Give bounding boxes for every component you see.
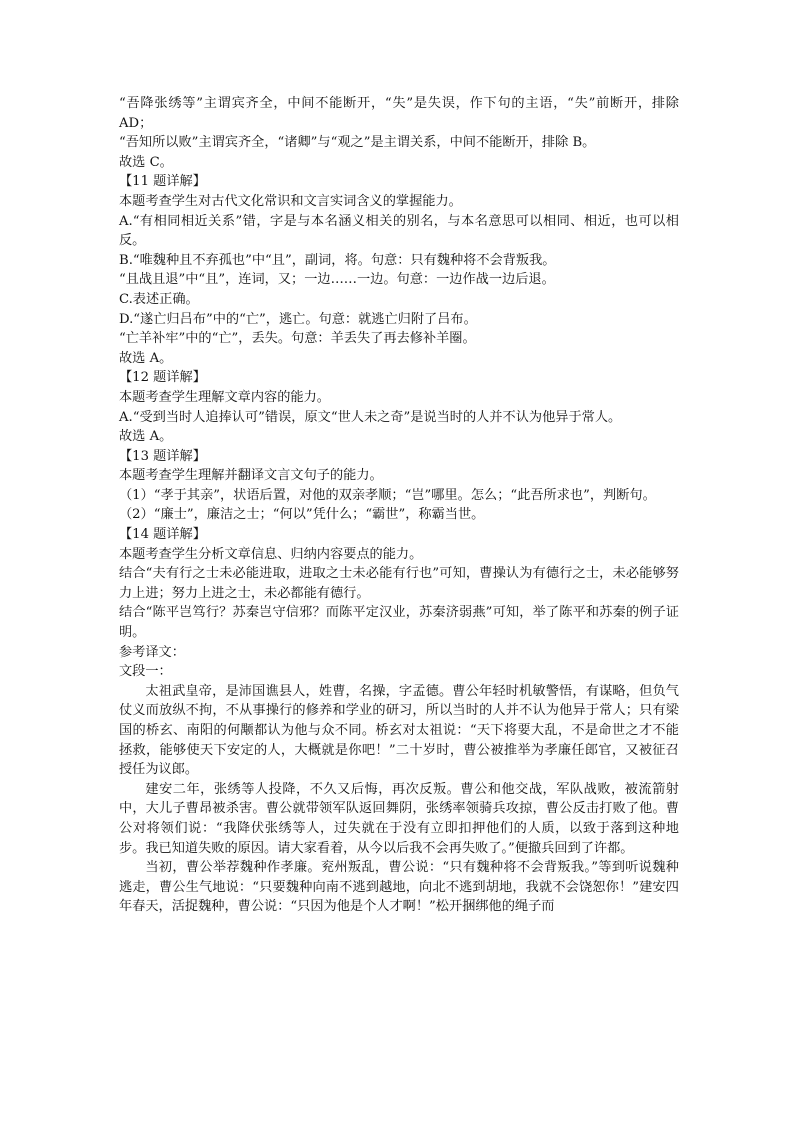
paragraph-1: “吾降张绣等”主谓宾齐全，中间不能断开，“失”是失误，作下句的主语，“失”前断开，排除 AD； bbox=[119, 96, 679, 131]
paragraph-20: （2）“廉士”，廉洁之士；“何以”凭什么；“霸世”，称霸当世。 bbox=[119, 507, 485, 523]
paragraph-16: 故选 A。 bbox=[119, 429, 173, 445]
paragraph-7: B.“唯魏种且不弃孤也”中“且”，副词，将。句意：只有魏种将不会背叛我。 bbox=[119, 252, 556, 268]
translation-heading: 参考译文： bbox=[119, 644, 185, 660]
paragraph-5: 本题考查学生对古代文化常识和文言实词含义的掌握能力。 bbox=[119, 193, 462, 209]
document-page bbox=[119, 94, 679, 917]
paragraph-24: 结合“陈平岂笃行？苏秦岂守信邪？而陈平定汉业，苏秦济弱燕”可知，举了陈平和苏秦的例子证明。 bbox=[119, 605, 679, 641]
paragraph-2: “吾知所以败”主谓宾齐全，“诸卿”与“观之”是主谓关系，中间不能断开，排除 B。 bbox=[119, 135, 596, 151]
paragraph-3: 故选 C。 bbox=[119, 154, 173, 170]
paragraph-6: A.“有相同相近关系”错，字是与本名涵义相关的别名，与本名意思可以相同、相近，也可以相反。 bbox=[119, 213, 679, 249]
passage-one-heading: 文段一： bbox=[119, 664, 172, 680]
paragraph-23: 结合“夫有行之士未必能进取，进取之士未必能有行也”可知，曹操认为有德行之士，未必能够努力上进；努力上进之士，未必都能有德行。 bbox=[119, 566, 679, 601]
section-heading-14: 【14 题详解】 bbox=[119, 527, 206, 543]
translation-paragraph-3: 当初，曹公举荐魏种作孝廉。兖州叛乱，曹公说：“只有魏种将不会背叛我。”等到听说魏种逃走，曹公生气地说：“只要魏种向南不逃到越地，向北不逃到胡地，我就不会饶恕你！”建安四年春天，活捉魏种，曹公说：“只因为他是个人才啊！”松开捆绑他的绳子而 bbox=[119, 860, 679, 915]
paragraph-11: “亡羊补牢”中的“亡”，丢失。句意：羊丢失了再去修补羊圈。 bbox=[119, 331, 476, 347]
paragraph-14: 本题考查学生理解文章内容的能力。 bbox=[119, 389, 330, 405]
paragraph-15: A.“受到当时人追捧认可”错误，原文“世人未之奇”是说当时的人并不认为他异于常人。 bbox=[119, 409, 622, 425]
section-heading-12: 【12 题详解】 bbox=[119, 370, 206, 386]
paragraph-19: （1）“孝于其亲”，状语后置，对他的双亲孝顺；“岂”哪里。怎么；“此吾所求也”，判断句。 bbox=[119, 487, 656, 503]
section-heading-11: 【11 题详解】 bbox=[119, 174, 206, 190]
section-heading-13: 【13 题详解】 bbox=[119, 448, 206, 464]
paragraph-8: “且战且退”中“且”，连词，又；一边……一边。句意：一边作战一边后退。 bbox=[119, 272, 555, 288]
translation-paragraph-1: 太祖武皇帝，是沛国谯县人，姓曹，名操，字孟德。曹公年轻时机敏警悟，有谋略，但负气仗义而放纵不拘，不从事操行的修养和学业的研习，所以当时的人并不认为他异于常人；只有梁国的桥玄、南阳的何颙都认为他与众不同。桥玄对太祖说：“天下将要大乱，不是命世之才不能拯救，能够使天下安定的人，大概就是你吧！”二十岁时，曹公被推举为孝廉任郎官，又被征召授任为议郎。 bbox=[119, 683, 679, 778]
paragraph-12: 故选 A。 bbox=[119, 350, 173, 366]
paragraph-10: D.“遂亡归吕布”中的“亡”，逃亡。句意：就逃亡归附了吕布。 bbox=[119, 311, 477, 327]
paragraph-9: C.表述正确。 bbox=[119, 291, 199, 307]
paragraph-22: 本题考查学生分析文章信息、归纳内容要点的能力。 bbox=[119, 546, 423, 562]
paragraph-18: 本题考查学生理解并翻译文言文句子的能力。 bbox=[119, 468, 383, 484]
translation-paragraph-2: 建安二年，张绣等人投降，不久又后悔，再次反叛。曹公和他交战，军队战败，被流箭射中，大儿子曹昂被杀害。曹公就带领军队返回舞阴，张绣率领骑兵攻掠，曹公反击打败了他。曹公对将领们说：“我降伏张绣等人，过失就在于没有立即扣押他们的人质，以致于落到这种地步。我已知道失败的原因。请大家看着，从今以后我不会再失败了。”便撤兵回到了许都。 bbox=[119, 781, 679, 856]
